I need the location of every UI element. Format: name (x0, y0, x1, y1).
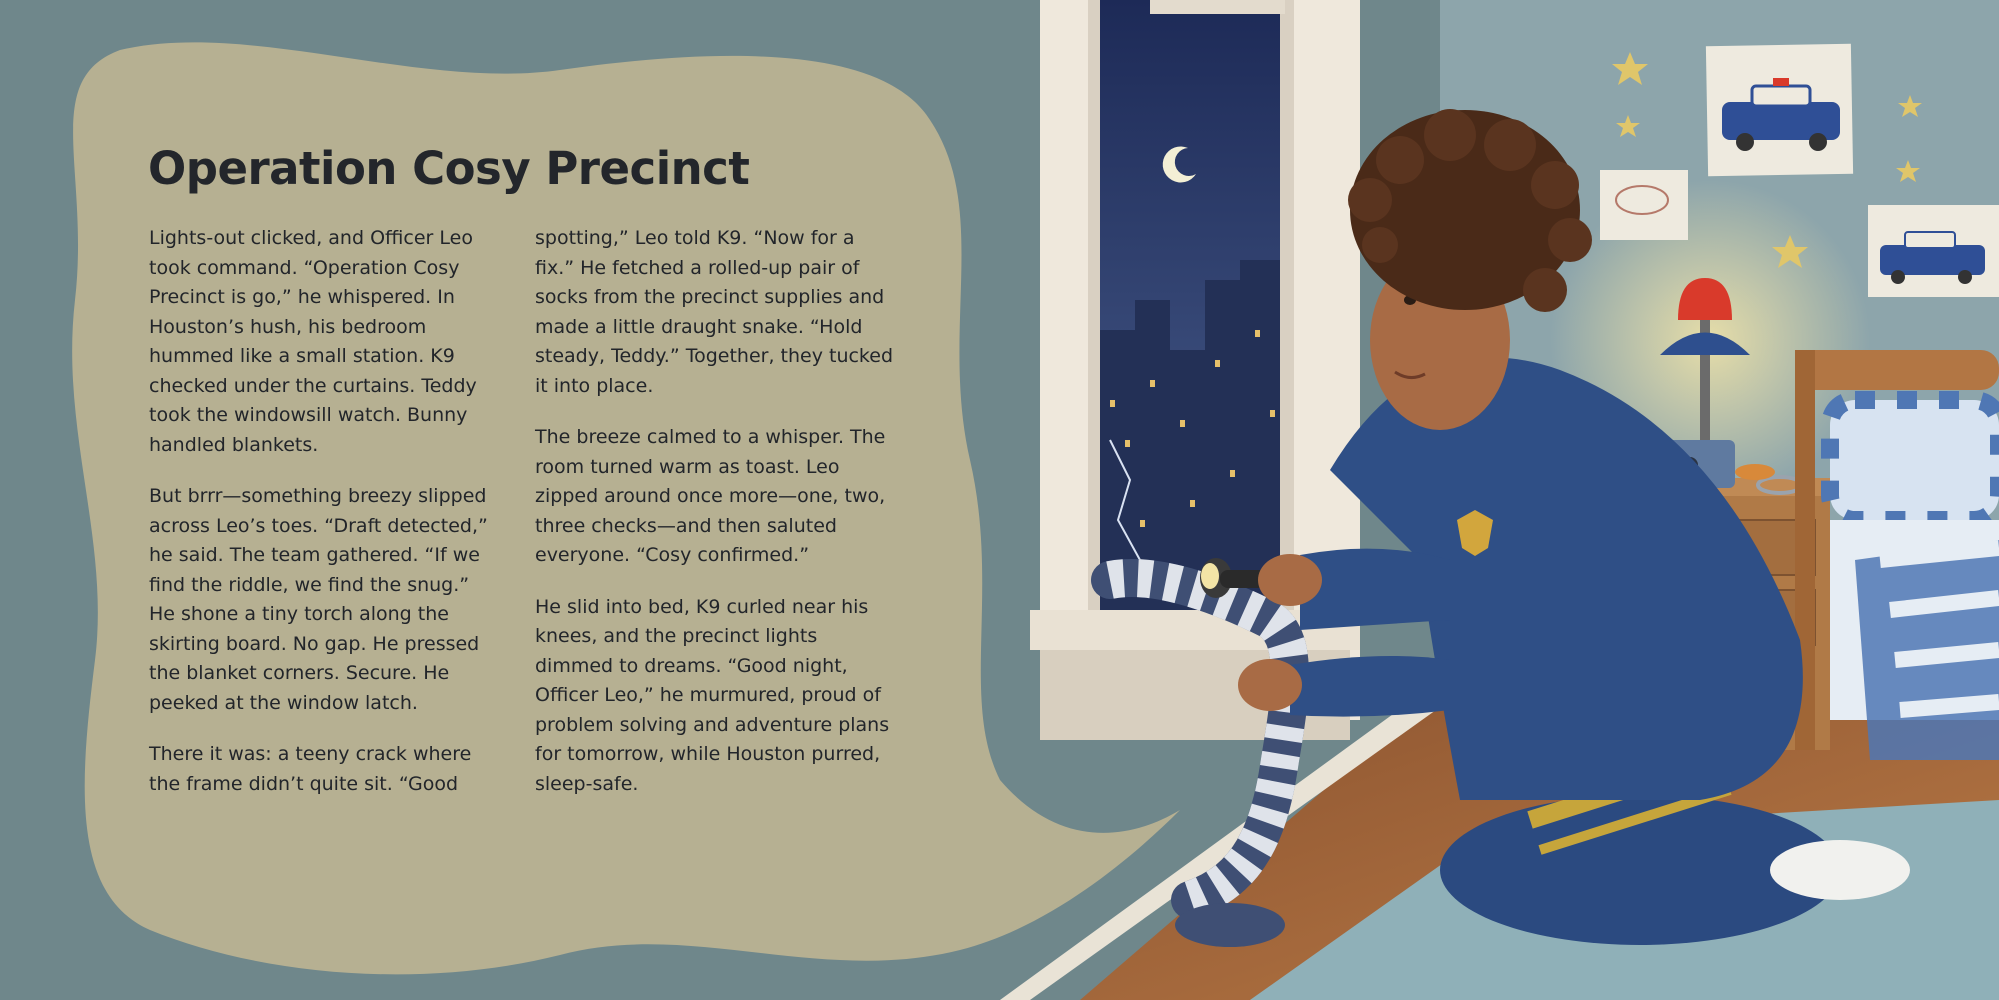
hand-upper (1258, 554, 1322, 606)
story-title: Operation Cosy Precinct (148, 142, 750, 195)
police-car-drawing (1706, 44, 1853, 177)
story-paragraph: Lights-out clicked, and Officer Leo took command. “Operation Cosy Precinct is go,” he whispered. In Houston’s hush, his bedroom hummed like a small station. K9 checked under the curtains. Teddy took the windowsill watch. Bunny handled blankets. (149, 227, 477, 456)
police-car-drawing-small (1868, 205, 1999, 297)
story-column-left (149, 224, 499, 821)
story-paragraph: But brrr—something breezy slipped across Leo’s toes. “Draft detected,” he said. The team gathered. “If we find the riddle, we find the snug.” He shone a tiny torch along the skirting board. No gap. He pressed the blanket corners. Secure. He peeked at the window latch. (149, 485, 488, 714)
hand-lower (1238, 659, 1302, 711)
story-paragraph: He slid into bed, K9 curled near his knees, and the precinct lights dimmed to dreams. “Good night, Officer Leo,” he murmured, proud of problem solving and adventure plans for tomorrow, while Houston purred, sleep-safe. (535, 595, 890, 795)
sketch-drawing (1600, 170, 1688, 240)
story-paragraph: There it was: a teeny crack where the frame didn’t quite sit. “Good (149, 743, 472, 795)
white-socks (1770, 840, 1910, 900)
story-column-right (535, 224, 895, 821)
tape-roll (1735, 464, 1775, 480)
story-paragraph: The breeze calmed to a whisper. The room turned warm as toast. Leo zipped around once more—one, two, three checks—and then saluted everyone. “Cosy confirmed.” (535, 426, 886, 566)
story-paragraph: spotting,” Leo told K9. “Now for a fix.” He fetched a rolled-up pair of socks from the precinct supplies and made a little draught snake. “Hold steady, Teddy.” Together, they tucked it into place. (535, 227, 894, 397)
